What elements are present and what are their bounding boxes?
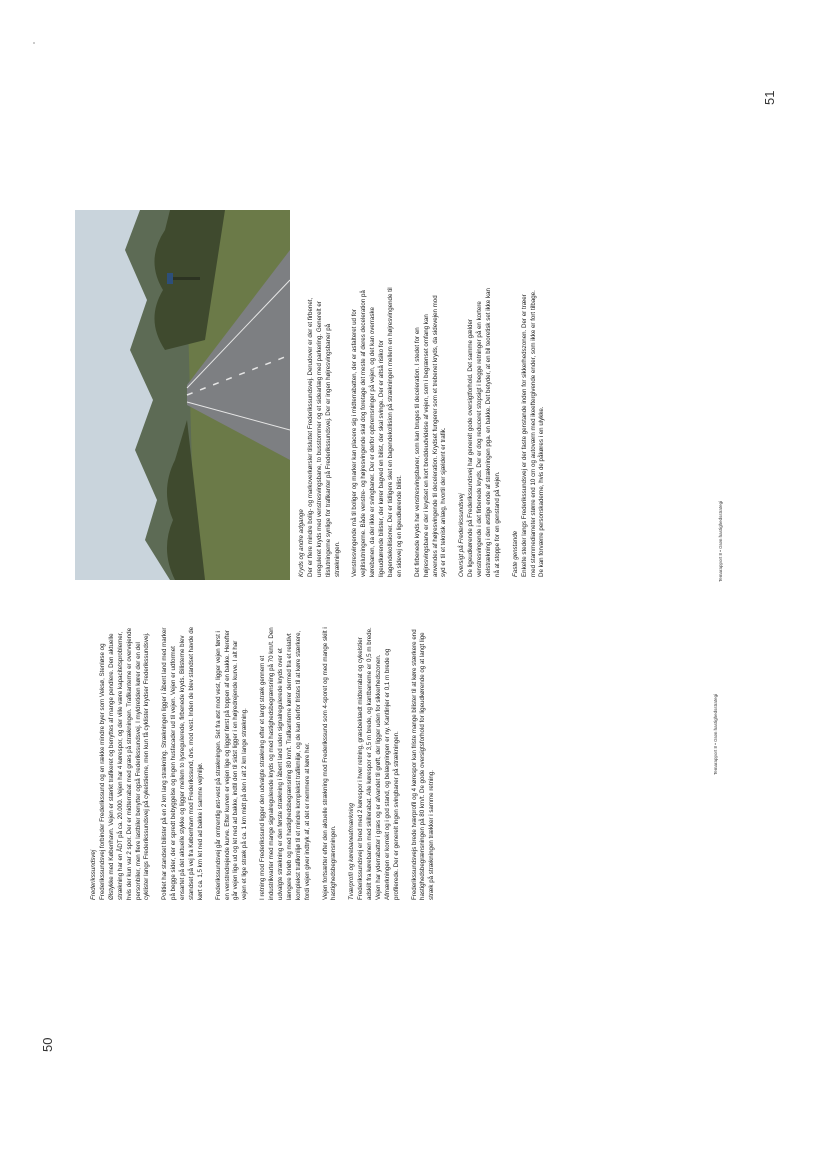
road-photo-image bbox=[75, 210, 290, 580]
paragraph: I retning mod Frederikssund ligger den udvalgte strækning efter et langt stræk gennem et industrikvarter med mange signalregulerede kryds og med hastighedsbegrænsning på 70 km/t. Den udvalgte strækning er den første strækning i åbent land uden signalregulerede kryds over et længere forløb og med hastighedsbegrænsning 80 km/t. Trafikanterne kører dermed fra et relativt komplekst trafikmiljø til et mindre komplekst trafikmiljø, og de kan derfor fristes til at køre stærkere, fordi vejen giver indtryk af, at det er nemmere at køre her. bbox=[259, 627, 311, 900]
page-number: 51 bbox=[762, 90, 777, 105]
paragraph: Frederikssundsvej er bred med 2 kørespor i hver retning, græsbeklædt midterrabat og cykelstier adskilt fra kørebanen med skillerabat. Alle kørespor er 3,5 m brede, og kantbanerne er 0,5 m brede. Vejen har yderrabatter i græs og er afvandet til grøft, der ligger uden for sikkerhedszonen. Afmærkningen er korrekt og i god stand, og belægningen er ny. Kantlinjer er 0,1 m brede og profilerede. Der er generelt ingen svingbaner på strækningen. bbox=[357, 627, 400, 900]
left-text-column bbox=[90, 625, 446, 900]
road-photo bbox=[75, 210, 290, 580]
paragraph: Frederikssundsvej går omtrentlig øst-vest på strækningen. Set fra øst mod vest, ligger vejen først i en venstredrejende kurve. Efter kurven er vejen lige og ligger først på toppen af en bakke. Herefter går vejen lige ud og let ned ad bakke, indtil den til sidst ligger i en højredrejende kurve. I alt har vejen et lige stræk på ca. 1 km midt på den i alt 2 km lange strækning. bbox=[214, 630, 249, 900]
paragraph: Enkelte steder langs Frederikssundsvej er der faste genstande inden for sikkerhedszonen. Der er træer med stammediameter større end 10 cm og autoværn med ikeeftergivende ender, som ikke er fort tilbage. De kan forværre personskaderne, hvis de påkøres i en ulykke. bbox=[520, 290, 546, 577]
paragraph: Det firbenede kryds har venstresvingsbaner, som kan bruges til deceleration. I stedet for en højresvingsbane er der i krydset en kort breddeudvidelse af vejen, som i begrænset omfang kan anvendes af højresvingende til deceleration. Krydset fungerer som et trebenet kryds, da sidevejen mod syd er til et teknisk anlæg, hvortil der sjældent er trafik. bbox=[413, 295, 448, 577]
paragraph: Frederikssundsvej forbinder Frederikssund og en række mindre byer som Veksø, Stenløse og Ølstykke med København. Vejen er stærkt trafikeret og benyttes af mange pendlere. Den aktuelle strækning har en ÅDT på ca. 20.000. Vejen har 4 kørespor, og der ville være kapacitetsproblemer, hvis der kun var 2 spor. Der er midterrabat med græs på strækningen. Trafikanterne er overvejende personbiler, men flere lastbiler benytter også Frederikssundsvej. I myldretiden kører der en del cyklister langs Frederikssundsvej på cykelstierne, men kun få cyklister krydser Frederikssundsvej. bbox=[98, 627, 151, 900]
section-heading: Oversigt på Frederikssundsvej bbox=[458, 493, 466, 577]
section-heading: Frederikssundsvej bbox=[90, 849, 97, 900]
right-text-column bbox=[298, 287, 556, 577]
sign-post bbox=[170, 277, 200, 280]
page-50 bbox=[0, 585, 827, 1170]
section-heading: Kryds og andre adgange bbox=[298, 509, 305, 577]
page-footer: Temarapport 8 • Grøn hastighedsstrategi bbox=[713, 693, 718, 775]
road-sign bbox=[167, 273, 173, 284]
paragraph: Venstresvingende må til boliger og marker kan placere sig i midterrabatten, der er asfalteret ud for vejtilslutningerne. Både venstre- og højresvingende skal dog foretage det meste af deres deceleration på kørebanen, da der ikke er svingbaner. Der er derfor opbremsninger på vejen, og det kan overraske ligeudkørende bilister, der kører bagved en bilist, der skal svinge. Der er altså risiko for bagendekollisioner. Der er tidligere sket en bagendekollision på strækningen mellem en højresvingende til en sidevej og en ligeudkørende bilist. bbox=[351, 287, 403, 577]
paragraph: Politiet har standset bilister på en 2 km lang strækning. Strækningen ligger i åbent land med marker på begge sider, der er spredt bebyggelse og ingen husfacader ud til vejen. Vejen er udformet ensartet på det aktuelle stykke og ligger mellem to lysreguIerede, firbenede kryds. Bilisterne blev standset på vej fra København mod Frederikssund, dvs. mod vest. Inden de blev standset havde de kørt ca. 1,5 km let ned ad bakke i samme vejmiljø. bbox=[161, 626, 204, 900]
section-heading: Tværprofil og kørebaneafmærkning bbox=[348, 803, 356, 900]
paragraph: Der er flere mindre bolig- og markoverkørsler tilsluttet Frederikssundsvej. Derudover er der et firbenet, ureguleret kryds med venstresvingsbane, to busstommer og et sidearlæg med parkering. Generelt er tilslutningerne synlige for trafikanter på Frederikssundsvej. Der er ingen højresvingsbaner på strækningen. bbox=[306, 297, 341, 577]
paragraph: Vejen fortsætter efter den aktuelle strækning mod Frederikssund som 4-sporet og med mange skilt i hastighedsbegrænsningen. bbox=[321, 627, 338, 900]
page-number: 50 bbox=[40, 1037, 55, 1052]
paragraph: De ligeudkørende på Frederikssundsvej har generelt gode oversigtforhold. Det samme gælder venstresvingende i det firbenede kryds. Der er dog reduceret stopsigt i begge retninger på en kortere delstrækning i den østlige ende af strækningen pga. en bakke. Det betyder, at en bil teoretisk set ikke kan nå at stoppe for en genstand på vejen. bbox=[467, 288, 501, 577]
page-footer: Temarapport 8 • Grøn hastighedsstrategi bbox=[718, 500, 723, 582]
section-heading: Faste genstande bbox=[511, 530, 519, 577]
paragraph: Frederikssundsvejs brede tværprofil og 4 kørespor kan friste mange bilister til at køre stærkere end hastighedsbegrænsningen på 80 km/t. De gode oversigtsforhold for ligeudkørende og at langt lige stræk på strækningen trækker i samme retning. bbox=[410, 629, 436, 900]
